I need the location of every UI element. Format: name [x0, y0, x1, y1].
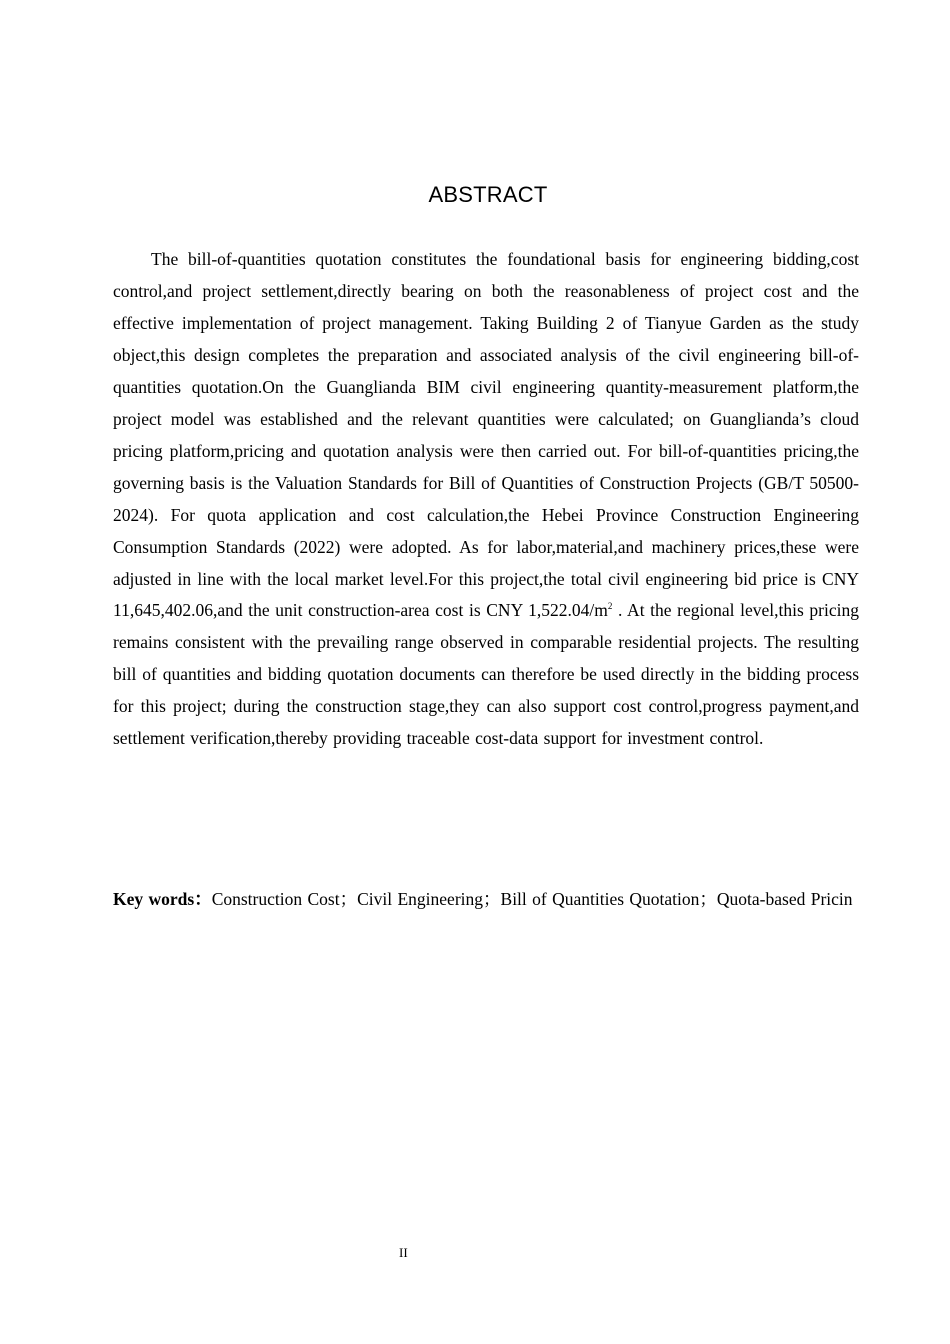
- abstract-text-part-1: The bill-of-quantities quotation constitutes the foundational basis for engineering bidding,cost control,and project settlement,directly bearing on both the reasonableness of project cost and the effective implementation of project management. Taking Building 2 of Tianyue Garden as the study object,this design completes the preparation and associated analysis of the civil engineering bill-of-quantities quotation.On the Guanglianda BIM civil engineering quantity-measurement platform,the project model was established and the relevant quantities were calculated; on Guanglianda’s cloud pricing platform,pricing and quotation analysis were then carried out. For bill-of-quantities pricing,the governing basis is the Valuation Standards for Bill of Quantities of Construction Projects (GB/T 50500-2024). For quota application and cost calculation,the Hebei Province Construction Engineering Consumption Standards (2022) were adopted. As for labor,material,and machinery prices,these were adjusted in line with the local market level.For this project,the total civil engineering bid price is CNY 11,645,402.06,and the unit construction-area cost is CNY 1,522.04/m: [113, 249, 859, 621]
- keyword-item: Civil Engineering；: [357, 889, 501, 909]
- area-unit-superscript: 2: [607, 601, 613, 612]
- keywords-line: [113, 883, 859, 915]
- page-number: II: [399, 1245, 408, 1260]
- keyword-item: Quota-based Pricin: [716, 889, 853, 909]
- keyword-item: Bill of Quantities Quotation；: [500, 889, 717, 909]
- abstract-paragraph: [113, 244, 859, 755]
- keyword-item: Construction Cost；: [211, 889, 358, 909]
- abstract-title: ABSTRACT: [428, 182, 548, 207]
- keywords-label: Key words：: [113, 889, 212, 909]
- abstract-text-part-2: . At the regional level,this pricing remains consistent with the prevailing range observed in comparable residential projects. The resulting bill of quantities and bidding quotation documents can therefore be used directly in the bidding process for this project; during the construction stage,they can also support cost control,progress payment,and settlement verification,thereby providing traceable cost-data support for investment control.: [113, 600, 859, 749]
